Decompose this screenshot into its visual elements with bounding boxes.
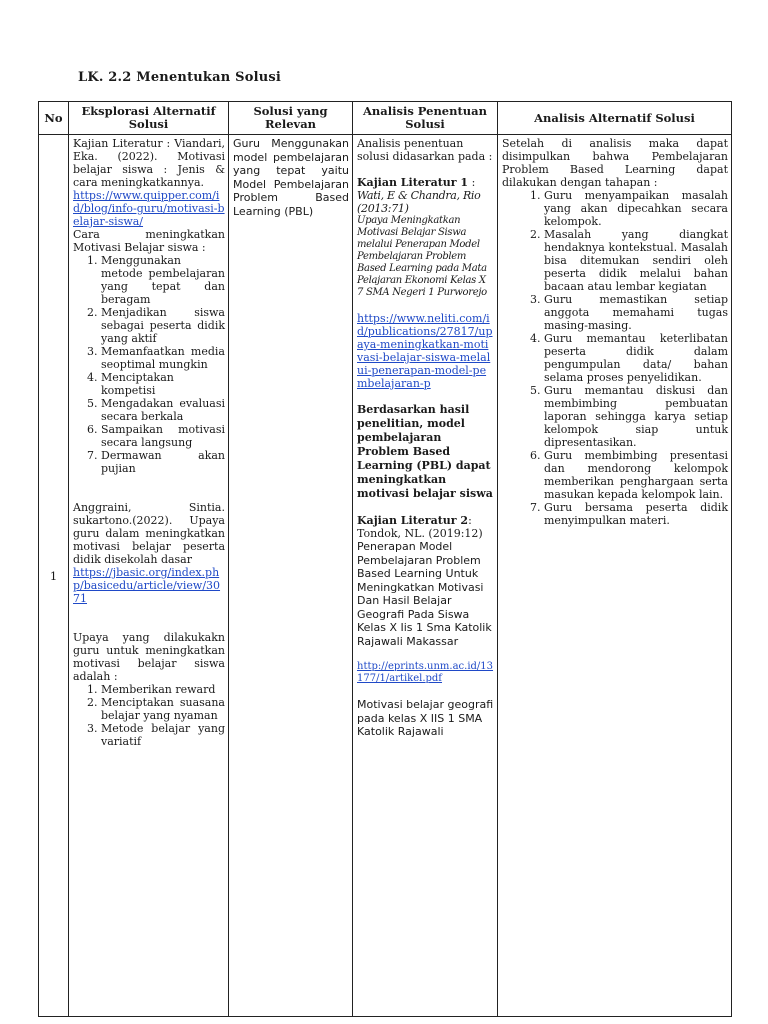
jbasic-link[interactable]: https://jbasic.org/index.php/basicedu/article/view/3071 — [73, 566, 221, 605]
neliti-link[interactable]: https://www.neliti.com/id/publications/27817/upaya-meningkatkan-motivasi-belajar-siswa-melalui-penerapan-model-pembelajaran-p — [357, 312, 493, 390]
list-item: 3. Memanfaatkan media seoptimal mungkin — [101, 345, 225, 371]
eksplorasi-cell — [69, 135, 229, 1017]
list-item: 4. Menciptakan kompetisi — [101, 371, 225, 397]
list-item: 5. Mengadakan evaluasi secara berkala — [101, 397, 225, 423]
solusi-text: Guru Menggunakan model pembelajaran yang tepat yaitu Model Pembelajaran Problem Based Learning (PBL) — [233, 137, 349, 218]
upaya-list — [73, 683, 225, 748]
list-item: 7. Dermawan akan pujian — [101, 449, 225, 475]
alternatif-intro: Setelah di analisis maka dapat disimpulkan bahwa Pembelajaran Problem Based Learning dapat dilakukan dengan tahapan : — [502, 137, 728, 189]
list-item: 3. Metode belajar yang variatif — [101, 722, 225, 748]
kajian-2-authors: Tondok, NL. (2019:12) — [357, 527, 483, 540]
kajian-viandari: Kajian Literatur : Viandari, Eka. (2022). Motivasi belajar siswa : Jenis & cara meningkatkannya. — [73, 137, 225, 189]
kajian-2-title: Penerapan Model Pembelajaran Problem Based Learning Untuk Meningkatkan Motivasi Dan Hasil Belajar Geografi Pada Siswa Kelas X Iis 1 Sma Katolik Rajawali Makassar — [357, 540, 492, 648]
header-alternatif: Analisis Alternatif Solusi — [498, 102, 732, 135]
kajian-conclusion: Berdasarkan hasil penelitian, model pembelajaran Problem Based Learning (PBL) dapat meningkatkan motivasi belajar siswa — [357, 403, 493, 500]
list-item: 1. Guru menyampaikan masalah yang akan dipecahkan secara kelompok. — [544, 189, 728, 228]
list-item: 1. Menggunakan metode pembelajaran yang tepat dan beragam — [101, 254, 225, 306]
row-number: 1 — [39, 135, 69, 1017]
solusi-cell — [229, 135, 353, 1017]
list-item: 6. Sampaikan motivasi secara langsung — [101, 423, 225, 449]
pbl-steps-list — [502, 189, 728, 527]
header-analisis: Analisis Penentuan Solusi — [353, 102, 498, 135]
list-item: 3. Guru memastikan setiap anggota memahami tugas masing-masing. — [544, 293, 728, 332]
list-item: 2. Masalah yang diangkat hendaknya kontekstual. Masalah bisa ditemukan sendiri oleh peserta didik melalui bahan bacaan atau lembar kegiatan — [544, 228, 728, 293]
list-item: 4. Guru memantau keterlibatan peserta didik dalam pengumpulan data/ bahan selama proses penyelidikan. — [544, 332, 728, 384]
list-item: 6. Guru membimbing presentasi dan mendorong kelompok memberikan penghargaan serta masukan kepada kelompok lain. — [544, 449, 728, 501]
kajian-2-tail: Motivasi belajar geografi pada kelas X IIS 1 SMA Katolik Rajawali — [357, 698, 494, 738]
worksheet-title: LK. 2.2 Menentukan Solusi — [78, 70, 282, 85]
alternatif-cell — [498, 135, 732, 1017]
kajian-2-heading: Kajian Literatur 2: — [357, 514, 472, 527]
kajian-1-heading: Kajian Literatur 1 : — [357, 176, 476, 189]
table-header-row — [39, 102, 732, 135]
header-no: No — [39, 102, 69, 135]
analisis-intro: Analisis penentuan solusi didasarkan pada : — [357, 137, 493, 163]
list-item: 2. Menciptakan suasana belajar yang nyaman — [101, 696, 225, 722]
analisis-cell — [353, 135, 498, 1017]
header-eksplorasi: Eksplorasi Alternatif Solusi — [69, 102, 229, 135]
list-item: 2. Menjadikan siswa sebagai peserta didik yang aktif — [101, 306, 225, 345]
header-solusi: Solusi yang Relevan — [229, 102, 353, 135]
solution-table — [38, 101, 732, 1017]
cara-list — [73, 254, 225, 475]
quipper-link[interactable]: https://www.quipper.com/id/blog/info-guru/motivasi-belajar-siswa/ — [73, 189, 225, 228]
kajian-1-title: Upaya Meningkatkan Motivasi Belajar Siswa melalui Penerapan Model Pembelajaran Problem Based Learning pada Mata Pelajaran Ekonomi Kelas X 7 SMA Negeri 1 Purworejo — [357, 215, 487, 298]
eprints-link[interactable]: http://eprints.unm.ac.id/13177/1/artikel.pdf — [357, 661, 494, 684]
table-row — [39, 135, 732, 1017]
cara-intro: Cara meningkatkan Motivasi Belajar siswa : — [73, 228, 225, 254]
list-item: 5. Guru memantau diskusi dan membimbing pembuatan laporan sehingga karya setiap kelompok siap untuk dipresentasikan. — [544, 384, 728, 449]
kajian-1-authors: Wati, E & Chandra, Rio (2013:71) — [357, 189, 481, 215]
upaya-intro: Upaya yang dilakukakn guru untuk meningkatkan motivasi belajar siswa adalah : — [73, 631, 225, 683]
kajian-anggraini: Anggraini, Sintia. sukartono.(2022). Upaya guru dalam meningkatkan motivasi belajar peserta didik disekolah dasar — [73, 501, 225, 566]
list-item: 7. Guru bersama peserta didik menyimpulkan materi. — [544, 501, 728, 527]
list-item: 1. Memberikan reward — [101, 683, 225, 696]
